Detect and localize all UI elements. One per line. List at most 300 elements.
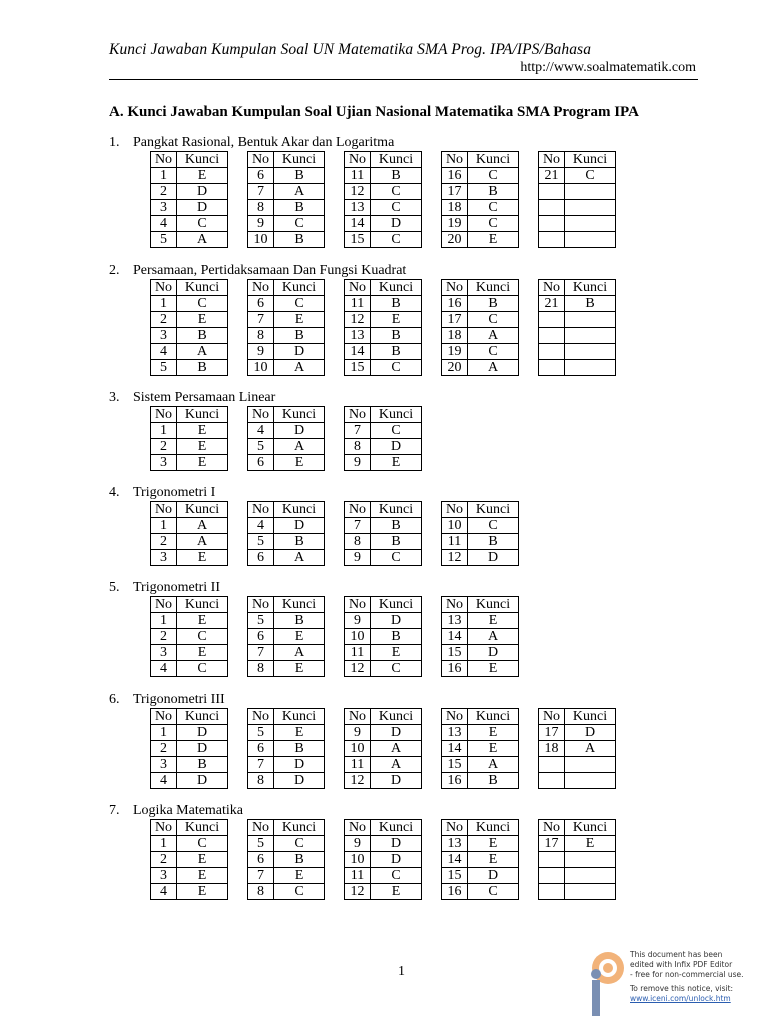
- column-header-kunci: Kunci: [371, 597, 422, 613]
- answer-key: C: [371, 423, 422, 439]
- table-row: [442, 741, 519, 757]
- answer-key: E: [177, 852, 228, 868]
- table-row: [442, 725, 519, 741]
- question-number: 3: [151, 328, 177, 344]
- question-number: 15: [442, 868, 468, 884]
- header-divider: [109, 79, 698, 80]
- table-row: [442, 884, 519, 900]
- table-row: [151, 423, 228, 439]
- table-row: [539, 836, 616, 852]
- answer-key: A: [565, 741, 616, 757]
- page-number: 1: [398, 964, 405, 979]
- answer-table-header: [345, 280, 422, 296]
- column-header-kunci: Kunci: [274, 280, 325, 296]
- question-number: 8: [248, 773, 274, 789]
- answer-key: B: [274, 168, 325, 184]
- answer-key: E: [177, 439, 228, 455]
- answer-table: [344, 819, 422, 900]
- question-number: 15: [345, 232, 371, 248]
- question-number: 7: [248, 184, 274, 200]
- table-row: [442, 360, 519, 376]
- question-number: 14: [442, 741, 468, 757]
- table-row: [151, 741, 228, 757]
- answer-key: C: [274, 296, 325, 312]
- question-number: 20: [442, 232, 468, 248]
- column-header-no: No: [345, 280, 371, 296]
- table-row: [151, 852, 228, 868]
- answer-key: E: [274, 868, 325, 884]
- column-header-no: No: [151, 280, 177, 296]
- question-number: 5: [248, 613, 274, 629]
- answer-key: B: [371, 328, 422, 344]
- table-row: [248, 884, 325, 900]
- table-row: [345, 455, 422, 471]
- question-number: 12: [345, 661, 371, 677]
- question-number: 4: [151, 344, 177, 360]
- table-row: [345, 296, 422, 312]
- answer-table-header: [442, 280, 519, 296]
- question-number: 18: [539, 741, 565, 757]
- table-row: [442, 200, 519, 216]
- table-row: [248, 168, 325, 184]
- question-number: 2: [151, 629, 177, 645]
- column-header-kunci: Kunci: [177, 502, 228, 518]
- question-number: 8: [248, 328, 274, 344]
- table-row: [151, 455, 228, 471]
- table-row: [151, 884, 228, 900]
- column-header-kunci: Kunci: [274, 597, 325, 613]
- question-number: 7: [248, 757, 274, 773]
- question-number: 2: [151, 184, 177, 200]
- answer-key: E: [274, 661, 325, 677]
- table-row: [539, 773, 616, 789]
- question-number: 10: [248, 360, 274, 376]
- answer-key: E: [468, 613, 519, 629]
- answer-key: A: [274, 360, 325, 376]
- answer-key: E: [468, 661, 519, 677]
- answer-table-header: [539, 709, 616, 725]
- answer-key: B: [177, 328, 228, 344]
- table-row: [442, 184, 519, 200]
- table-row: [345, 884, 422, 900]
- question-number: 2: [151, 439, 177, 455]
- question-number: 18: [442, 328, 468, 344]
- question-number: [539, 312, 565, 328]
- question-number: 6: [248, 852, 274, 868]
- column-header-kunci: Kunci: [565, 709, 616, 725]
- table-row: [345, 550, 422, 566]
- answer-table: [538, 819, 616, 900]
- table-row: [345, 757, 422, 773]
- answer-table: [150, 501, 228, 566]
- answer-table-header: [345, 597, 422, 613]
- answer-key: E: [371, 645, 422, 661]
- topic-heading: [109, 691, 616, 708]
- table-row: [442, 296, 519, 312]
- table-row: [442, 613, 519, 629]
- column-header-no: No: [442, 502, 468, 518]
- answer-key: D: [468, 868, 519, 884]
- question-number: 1: [151, 613, 177, 629]
- answer-table-header: [248, 407, 325, 423]
- question-number: 19: [442, 344, 468, 360]
- question-number: 2: [151, 312, 177, 328]
- column-header-kunci: Kunci: [274, 152, 325, 168]
- table-row: [345, 184, 422, 200]
- table-row: [539, 741, 616, 757]
- table-row: [151, 550, 228, 566]
- answer-table-header: [539, 280, 616, 296]
- table-row: [248, 423, 325, 439]
- column-header-kunci: Kunci: [371, 820, 422, 836]
- answer-key: E: [371, 884, 422, 900]
- table-row: [248, 852, 325, 868]
- column-header-kunci: Kunci: [274, 407, 325, 423]
- table-row: [539, 216, 616, 232]
- answer-key: E: [274, 725, 325, 741]
- question-number: [539, 184, 565, 200]
- table-row: [151, 757, 228, 773]
- table-row: [248, 232, 325, 248]
- answer-key: E: [177, 455, 228, 471]
- table-row: [345, 629, 422, 645]
- question-number: 4: [151, 884, 177, 900]
- answer-table-header: [248, 709, 325, 725]
- column-header-kunci: Kunci: [565, 152, 616, 168]
- answer-table: [247, 406, 325, 471]
- answer-key: C: [371, 550, 422, 566]
- question-number: [539, 344, 565, 360]
- column-header-no: No: [345, 597, 371, 613]
- table-row: [248, 741, 325, 757]
- question-number: 9: [345, 550, 371, 566]
- column-header-no: No: [151, 502, 177, 518]
- question-number: 15: [442, 645, 468, 661]
- answer-key: [565, 773, 616, 789]
- question-number: 4: [248, 518, 274, 534]
- answer-table-header: [151, 152, 228, 168]
- answer-key: E: [468, 741, 519, 757]
- question-number: 10: [442, 518, 468, 534]
- answer-key: E: [177, 168, 228, 184]
- answer-table-header: [442, 502, 519, 518]
- question-number: 13: [345, 200, 371, 216]
- answer-table: [441, 279, 519, 376]
- answer-table-header: [248, 502, 325, 518]
- column-header-kunci: Kunci: [565, 820, 616, 836]
- answer-key: D: [371, 773, 422, 789]
- answer-key: C: [468, 200, 519, 216]
- table-row: [151, 661, 228, 677]
- question-number: 9: [345, 613, 371, 629]
- answer-key: A: [371, 757, 422, 773]
- question-number: 4: [151, 661, 177, 677]
- column-header-no: No: [345, 820, 371, 836]
- table-row: [151, 312, 228, 328]
- table-row: [345, 661, 422, 677]
- question-number: [539, 773, 565, 789]
- column-header-kunci: Kunci: [177, 597, 228, 613]
- question-number: 8: [248, 884, 274, 900]
- question-number: 5: [248, 725, 274, 741]
- question-number: 5: [248, 534, 274, 550]
- answer-key: D: [274, 773, 325, 789]
- table-row: [151, 836, 228, 852]
- answer-table: [344, 501, 422, 566]
- column-header-no: No: [442, 597, 468, 613]
- answer-key: E: [371, 455, 422, 471]
- answer-key: C: [177, 836, 228, 852]
- question-number: 11: [345, 168, 371, 184]
- table-row: [151, 184, 228, 200]
- topic-title: Persamaan, Pertidaksamaan Dan Fungsi Kuadrat: [133, 263, 407, 278]
- question-number: 8: [345, 534, 371, 550]
- column-header-no: No: [248, 502, 274, 518]
- question-number: 7: [248, 645, 274, 661]
- question-number: 21: [539, 296, 565, 312]
- answer-key: A: [274, 439, 325, 455]
- answer-key: D: [177, 773, 228, 789]
- question-number: 9: [345, 455, 371, 471]
- column-header-no: No: [151, 152, 177, 168]
- table-row: [248, 534, 325, 550]
- question-number: 12: [442, 550, 468, 566]
- answer-table-header: [248, 152, 325, 168]
- question-number: 5: [151, 232, 177, 248]
- answer-key: C: [177, 629, 228, 645]
- answer-key: E: [468, 852, 519, 868]
- question-number: 20: [442, 360, 468, 376]
- question-number: 1: [151, 296, 177, 312]
- answer-table: [344, 596, 422, 677]
- table-row: [248, 661, 325, 677]
- table-row: [442, 629, 519, 645]
- answer-table-header: [345, 709, 422, 725]
- table-row: [248, 439, 325, 455]
- answer-table: [150, 406, 228, 471]
- table-row: [539, 200, 616, 216]
- answer-table: [247, 819, 325, 900]
- answer-table-header: [151, 280, 228, 296]
- topic-number: 1.: [109, 135, 120, 150]
- table-row: [442, 518, 519, 534]
- answer-key: C: [371, 184, 422, 200]
- watermark-notice: [630, 950, 768, 1004]
- column-header-kunci: Kunci: [565, 280, 616, 296]
- answer-table-header: [442, 597, 519, 613]
- answer-key: B: [274, 613, 325, 629]
- question-number: 14: [442, 852, 468, 868]
- answer-table-header: [345, 820, 422, 836]
- answer-table-header: [442, 709, 519, 725]
- question-number: 5: [248, 439, 274, 455]
- question-number: [539, 360, 565, 376]
- question-number: [539, 232, 565, 248]
- answer-table: [150, 279, 228, 376]
- table-row: [345, 645, 422, 661]
- column-header-no: No: [539, 709, 565, 725]
- answer-key: A: [468, 757, 519, 773]
- answer-key: E: [371, 312, 422, 328]
- column-header-kunci: Kunci: [177, 820, 228, 836]
- column-header-kunci: Kunci: [371, 280, 422, 296]
- answer-key: B: [468, 534, 519, 550]
- watermark-link[interactable]: www.iceni.com/unlock.htm: [630, 994, 731, 1003]
- column-header-no: No: [442, 152, 468, 168]
- question-number: 16: [442, 884, 468, 900]
- column-header-no: No: [151, 709, 177, 725]
- answer-key: E: [468, 836, 519, 852]
- answer-table: [247, 708, 325, 789]
- answer-key: D: [371, 613, 422, 629]
- table-row: [151, 629, 228, 645]
- answer-key: B: [371, 296, 422, 312]
- answer-key: C: [274, 216, 325, 232]
- table-row: [248, 518, 325, 534]
- question-number: 11: [345, 645, 371, 661]
- table-row: [248, 550, 325, 566]
- column-header-kunci: Kunci: [468, 152, 519, 168]
- answer-table: [344, 708, 422, 789]
- table-row: [345, 216, 422, 232]
- column-header-kunci: Kunci: [274, 502, 325, 518]
- table-row: [248, 184, 325, 200]
- question-number: 9: [345, 725, 371, 741]
- answer-key: D: [177, 200, 228, 216]
- answer-key: C: [177, 661, 228, 677]
- answer-key: B: [274, 534, 325, 550]
- question-number: 9: [345, 836, 371, 852]
- answer-key: E: [274, 312, 325, 328]
- question-number: 11: [345, 757, 371, 773]
- topic-block: [109, 389, 422, 471]
- answer-key: [565, 232, 616, 248]
- answer-key: E: [177, 868, 228, 884]
- table-row: [345, 360, 422, 376]
- table-row: [151, 200, 228, 216]
- table-row: [442, 312, 519, 328]
- table-row: [442, 344, 519, 360]
- question-number: 10: [248, 232, 274, 248]
- answer-table: [441, 501, 519, 566]
- topic-number: 4.: [109, 485, 120, 500]
- document-header-url[interactable]: http://www.soalmatematik.com: [520, 60, 696, 75]
- answer-key: B: [371, 168, 422, 184]
- column-header-no: No: [248, 280, 274, 296]
- answer-table-header: [248, 597, 325, 613]
- column-header-no: No: [442, 280, 468, 296]
- watermark-line: To remove this notice, visit:: [630, 984, 734, 993]
- table-row: [539, 344, 616, 360]
- answer-key: [565, 184, 616, 200]
- answer-key: D: [371, 836, 422, 852]
- table-row: [151, 645, 228, 661]
- topic-block: [109, 579, 519, 677]
- question-number: 3: [151, 645, 177, 661]
- question-number: 21: [539, 168, 565, 184]
- table-row: [345, 439, 422, 455]
- answer-key: [565, 852, 616, 868]
- column-header-kunci: Kunci: [177, 152, 228, 168]
- answer-table-header: [442, 152, 519, 168]
- column-header-no: No: [248, 152, 274, 168]
- table-row: [539, 296, 616, 312]
- question-number: 2: [151, 852, 177, 868]
- column-header-no: No: [151, 597, 177, 613]
- table-row: [539, 184, 616, 200]
- table-row: [345, 344, 422, 360]
- column-header-no: No: [151, 820, 177, 836]
- answer-key: C: [371, 661, 422, 677]
- question-number: 6: [248, 629, 274, 645]
- question-number: 9: [248, 216, 274, 232]
- answer-key: B: [371, 629, 422, 645]
- question-number: 7: [345, 423, 371, 439]
- column-header-no: No: [539, 280, 565, 296]
- answer-key: C: [177, 216, 228, 232]
- answer-key: A: [468, 328, 519, 344]
- question-number: 16: [442, 296, 468, 312]
- answer-key: B: [565, 296, 616, 312]
- table-row: [248, 360, 325, 376]
- answer-key: B: [274, 328, 325, 344]
- column-header-no: No: [248, 709, 274, 725]
- question-number: 8: [248, 661, 274, 677]
- question-number: 4: [151, 216, 177, 232]
- answer-table-header: [151, 407, 228, 423]
- question-number: 12: [345, 184, 371, 200]
- table-row: [151, 439, 228, 455]
- answer-table: [441, 596, 519, 677]
- question-number: 16: [442, 773, 468, 789]
- answer-key: C: [371, 200, 422, 216]
- column-header-no: No: [442, 820, 468, 836]
- answer-key: [565, 344, 616, 360]
- table-row: [151, 328, 228, 344]
- table-row: [539, 725, 616, 741]
- topic-title: Trigonometri I: [133, 485, 216, 500]
- answer-key: A: [468, 629, 519, 645]
- column-header-no: No: [248, 820, 274, 836]
- answer-key: D: [371, 852, 422, 868]
- table-row: [248, 328, 325, 344]
- answer-table-header: [151, 709, 228, 725]
- table-row: [345, 868, 422, 884]
- question-number: 13: [345, 328, 371, 344]
- answer-key: A: [371, 741, 422, 757]
- question-number: 18: [442, 200, 468, 216]
- answer-key: [565, 868, 616, 884]
- table-row: [539, 168, 616, 184]
- answer-key: B: [274, 852, 325, 868]
- question-number: 19: [442, 216, 468, 232]
- watermark-line: This document has been: [630, 950, 723, 959]
- table-row: [442, 757, 519, 773]
- question-number: 11: [345, 868, 371, 884]
- answer-table-header: [151, 820, 228, 836]
- topic-title: Logika Matematika: [133, 803, 244, 818]
- question-number: 4: [151, 773, 177, 789]
- answer-key: A: [177, 232, 228, 248]
- table-row: [345, 725, 422, 741]
- question-number: 16: [442, 168, 468, 184]
- answer-key: C: [565, 168, 616, 184]
- answer-table-header: [151, 597, 228, 613]
- topic-heading: [109, 579, 519, 596]
- answer-table: [247, 596, 325, 677]
- question-number: 11: [442, 534, 468, 550]
- table-row: [151, 296, 228, 312]
